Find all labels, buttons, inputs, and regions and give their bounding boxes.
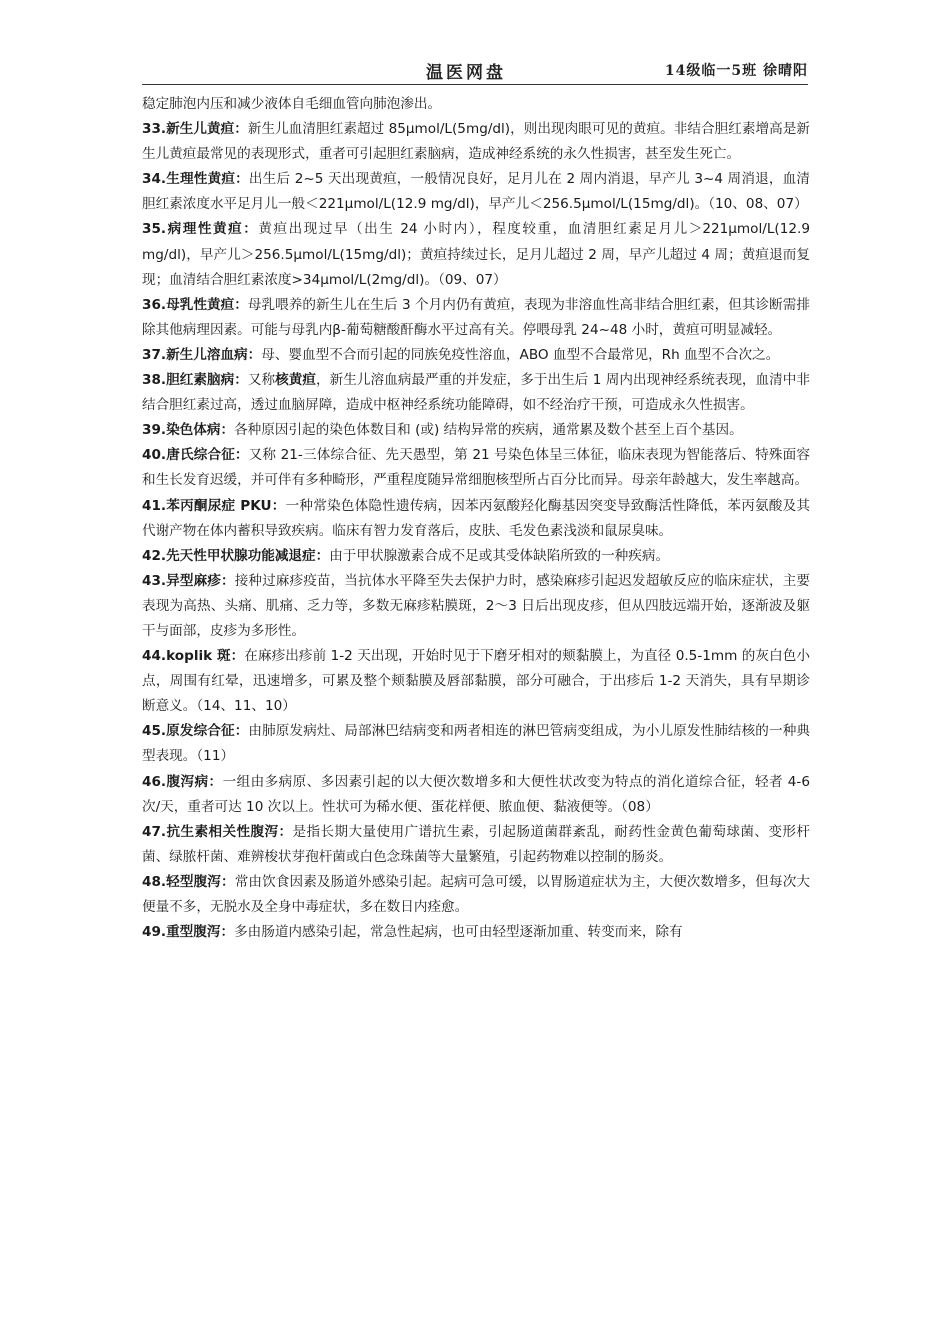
entry-39: [142, 418, 810, 443]
entry-term: 49.重型腹泻：: [142, 924, 235, 941]
entry-term: 46.腹泻病：: [142, 773, 223, 790]
entry-body: 多由肠道内感染引起，常急性起病，也可由轻型逐渐加重、转变而来，除有: [234, 924, 683, 941]
entry-term: 47.抗生素相关性腹泻：: [142, 823, 293, 840]
entry-body: ，新生儿溶血病最严重的并发症，多于出生后 1 周内出现神经系统表现，血清中非结合胆红素过高，透过血脑屏障，造成中枢神经系统功能障碍，如不经治疗干预，可造成永久性损害。: [142, 372, 811, 414]
entry-body: 母乳喂养的新生儿在生后 3 个月内仍有黄疸，表现为非溶血性高非结合胆红素，但其诊断需排除其他病理因素。可能与母乳内β-葡萄糖酸酐酶水平过高有关。停喂母乳 24~48 小时，黄疸可明显减轻。: [142, 296, 810, 338]
entry-term: 40.唐氏综合征：: [142, 447, 249, 464]
document-body: [142, 92, 810, 945]
entry-body: 一组由多病原、多因素引起的以大便次数增多和大便性状改变为特点的消化道综合征，轻者 4-6 次/天，重者可达 10 次以上。性状可为稀水便、蛋花样便、脓血便、黏液便等。（08）: [142, 773, 810, 815]
entry-body: 由于甲状腺激素合成不足或其受体缺陷所致的一种疾病。: [329, 547, 670, 564]
entry-term: 41.苯丙酮尿症 PKU：: [142, 497, 286, 514]
entry-46: [142, 770, 810, 820]
entry-body: 又称 21-三体综合征、先天愚型，第 21 号染色体呈三体征，临床表现为智能落后、特殊面容和生长发育迟缓，并可伴有多种畸形，严重程度随异常细胞核型所占百分比而异。母亲年龄越大，发生率越高。: [142, 447, 810, 489]
entry-term: 43.异型麻疹：: [142, 572, 235, 589]
entry-body: 常由饮食因素及肠道外感染引起。起病可急可缓，以胃肠道症状为主，大便次数增多，但每次大便量不多，无脱水及全身中毒症状，多在数日内痊愈。: [142, 873, 810, 915]
entry-body: 由肺原发病灶、局部淋巴结病变和两者相连的淋巴管病变组成，为小儿原发性肺结核的一种典型表现。（11）: [142, 723, 810, 765]
entry-term: 33.新生儿黄疸：: [142, 121, 248, 138]
entry-35: [142, 217, 810, 292]
entry-37: [142, 343, 810, 368]
entry-33: [142, 117, 810, 167]
entry-term: 39.染色体病：: [142, 422, 235, 439]
entry-42: [142, 544, 810, 569]
entry-body: 新生儿血清胆红素超过 85μmol/L(5mg/dl)，则出现肉眼可见的黄疸。非结合胆红素增高是新生儿黄疸最常见的表现形式，重者可引起胆红素脑病，造成神经系统的永久性损害，甚至发生死亡。: [142, 121, 810, 163]
entry-body: 黄疸出现过早（出生 24 小时内），程度较重，血清胆红素足月儿＞221μmol/L(12.9 mg/dl)，早产儿＞256.5μmol/L(15mg/dl)；黄疸持续过长，足月儿超过 2 周，早产儿超过 4 周；黄疸退而复现；血清结合胆红素浓度>34μmol/L(2mg/dl)。（09、07）: [142, 221, 810, 288]
entry-term: 42.先天性甲状腺功能减退症：: [142, 547, 330, 564]
entry-36: [142, 293, 810, 343]
entry-term: 35.病理性黄疸：: [142, 221, 259, 238]
entry-45: [142, 719, 810, 769]
entry-term: 44.koplik 斑：: [142, 648, 245, 665]
entry-48: [142, 870, 810, 920]
entry-term: 45.原发综合征：: [142, 723, 249, 740]
entry-38: [142, 368, 810, 418]
entry-41: [142, 494, 810, 544]
entry-body: 一种常染色体隐性遗传病，因苯丙氨酸羟化酶基因突变导致酶活性降低，苯丙氨酸及其代谢产物在体内蓄积导致疾病。临床有智力发育落后，皮肤、毛发色素浅淡和鼠尿臭味。: [142, 497, 811, 539]
entry-term: 38.胆红素脑病：: [142, 372, 248, 389]
entry-body: 是指长期大量使用广谱抗生素，引起肠道菌群紊乱，耐药性金黄色葡萄球菌、变形杆菌、绿脓杆菌、难辨梭状芽孢杆菌或白色念珠菌等大量繁殖，引起药物难以控制的肠炎。: [142, 823, 810, 865]
entry-49: [142, 920, 810, 945]
header-title: 温医网盘: [426, 63, 506, 83]
entry-body: 母、婴血型不合而引起的同族免疫性溶血，ABO 血型不合最常见，Rh 血型不合次之。: [261, 346, 780, 363]
entry-body: 在麻疹出疹前 1-2 天出现，开始时见于下磨牙相对的颊黏膜上，为直径 0.5-1mm 的灰白色小点，周围有红晕，迅速增多，可累及整个颊黏膜及唇部黏膜，部分可融合，于出疹后 1-2 天消失，具有早期诊断意义。（14、11、10）: [142, 648, 810, 715]
entry-40: [142, 443, 810, 493]
page-header: [142, 58, 808, 85]
entry-term: 34.生理性黄疸：: [142, 171, 249, 188]
entry-term: 48.轻型腹泻：: [142, 873, 235, 890]
entry-43: [142, 569, 810, 644]
entry-body: 出生后 2~5 天出现黄疸，一般情况良好，足月儿在 2 周内消退，早产儿 3~4 周消退，血清胆红素浓度水平足月儿一般＜221μmol/L(12.9 mg/dl)，早产儿＜256.5μmol/L(15mg/dl)。（10、08、07）: [142, 171, 810, 213]
entry-body: 接种过麻疹疫苗，当抗体水平降至失去保护力时，感染麻疹引起迟发超敏反应的临床症状，主要表现为高热、头痛、肌痛、乏力等，多数无麻疹粘膜斑，2～3 日后出现皮疹，但从四肢远端开始，逐渐波及躯干与面部，皮疹为多形性。: [142, 572, 810, 639]
entry-alt-term: 核黄疸: [275, 372, 316, 389]
entry-34: [142, 167, 810, 217]
entry-term: 37.新生儿溶血病：: [142, 346, 262, 363]
entry-44: [142, 644, 810, 719]
entry-47: [142, 820, 810, 870]
lead-text: 稳定肺泡内压和减少液体自毛细血管向肺泡渗出。: [142, 96, 442, 112]
entry-body-prefix: 又称: [247, 372, 276, 389]
header-class-info: 14级临一5班 徐晴阳: [664, 63, 808, 79]
entry-body: 各种原因引起的染色体数目和 (或) 结构异常的疾病，通常累及数个甚至上百个基因。: [234, 422, 743, 439]
entry-term: 36.母乳性黄疸：: [142, 296, 248, 313]
lead-paragraph: [142, 92, 810, 117]
